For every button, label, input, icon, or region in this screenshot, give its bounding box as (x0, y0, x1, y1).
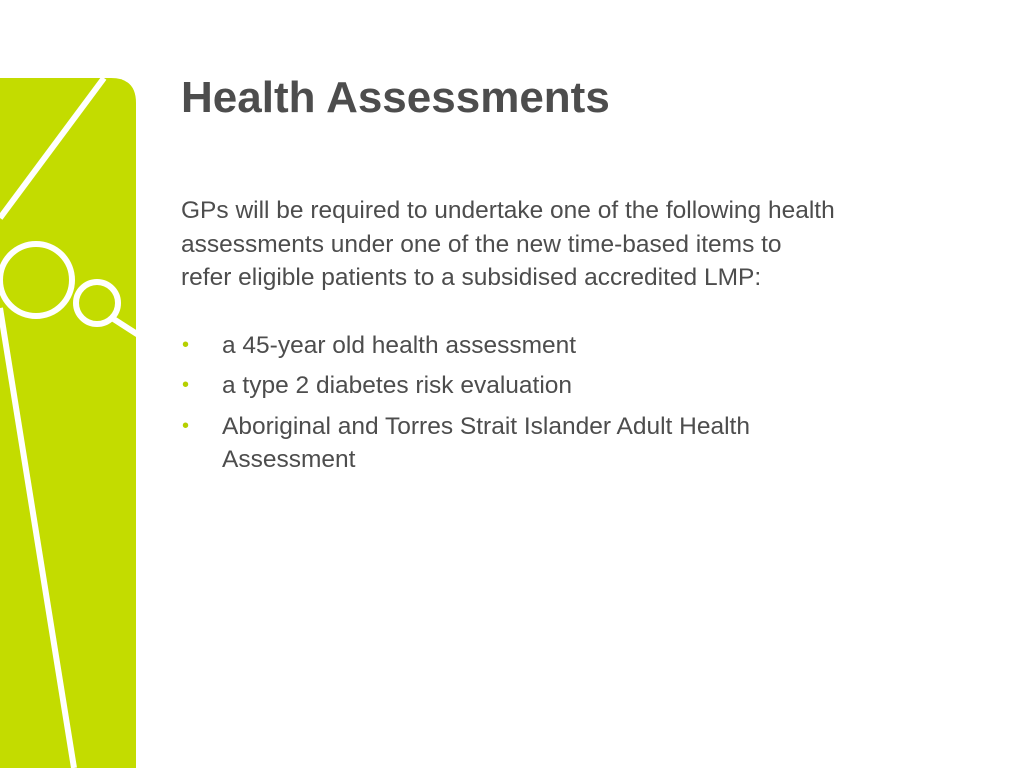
intro-line: GPs will be required to undertake one of the following health (181, 197, 835, 224)
decorative-side-band (0, 0, 140, 768)
slide-title: Health Assessments (181, 73, 610, 122)
intro-line: assessments under one of the new time-based items to (181, 230, 782, 258)
bullet-list (181, 329, 971, 477)
bullet-text: a 45-year old health assessment (222, 331, 577, 359)
bullet-marker-icon: • (182, 374, 190, 396)
slide-body (181, 194, 971, 484)
intro-paragraph (181, 194, 971, 295)
bullet-text: Assessment (222, 446, 356, 473)
bullet-text: a type 2 diabetes risk evaluation (222, 372, 573, 399)
bullet-text: Aboriginal and Torres Strait Islander Adult Health (222, 412, 750, 440)
bullet-item (181, 410, 971, 477)
bullet-marker-icon: • (182, 333, 190, 356)
bullet-item (181, 369, 971, 403)
bullet-marker-icon: • (182, 414, 190, 437)
intro-line: refer eligible patients to a subsidised accredited LMP: (181, 264, 762, 291)
bullet-item (181, 329, 971, 363)
